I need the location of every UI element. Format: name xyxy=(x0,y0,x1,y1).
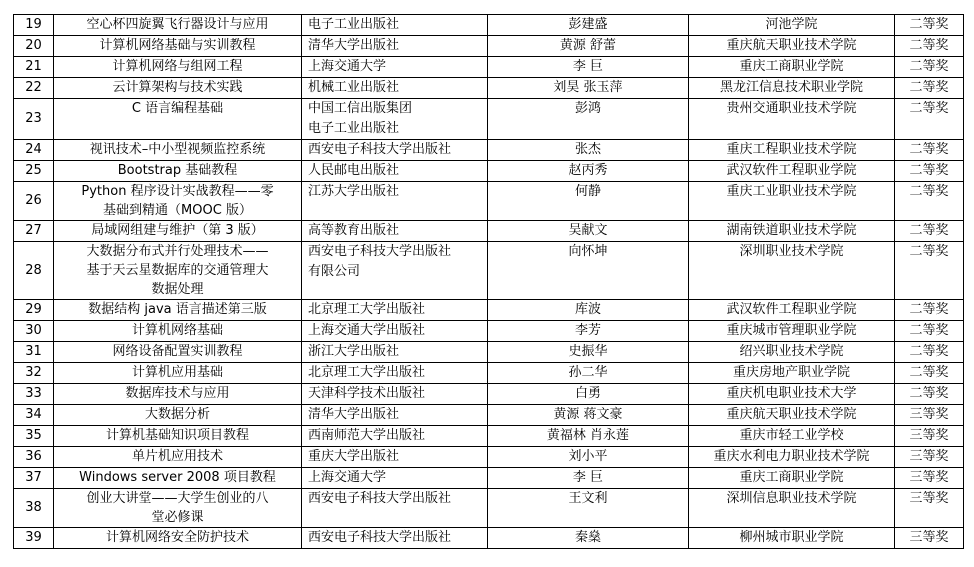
table-row xyxy=(14,405,964,426)
award-level-cell: 二等奖 xyxy=(895,15,964,36)
row-number-cell: 28 xyxy=(14,242,54,300)
authors-cell: 黄源 蒋文豪 xyxy=(488,405,689,426)
publisher-cell: 西安电子科技大学出版社 xyxy=(302,140,488,161)
publisher-cell: 机械工业出版社 xyxy=(302,78,488,99)
textbook-title-cell: 空心杯四旋翼飞行器设计与应用 xyxy=(54,15,302,36)
row-number-cell: 31 xyxy=(14,342,54,363)
authors-cell: 黄源 舒蕾 xyxy=(488,36,689,57)
school-cell: 绍兴职业技术学院 xyxy=(689,342,895,363)
award-level-cell: 二等奖 xyxy=(895,342,964,363)
publisher-cell: 上海交通大学 xyxy=(302,468,488,489)
award-level-cell: 二等奖 xyxy=(895,363,964,384)
textbook-title-cell: 单片机应用技术 xyxy=(54,447,302,468)
textbook-title-cell: 视讯技术–中小型视频监控系统 xyxy=(54,140,302,161)
textbook-title-cell: 大数据分析 xyxy=(54,405,302,426)
authors-cell: 王文利 xyxy=(488,489,689,528)
table-row xyxy=(14,242,964,300)
authors-cell: 李 巨 xyxy=(488,57,689,78)
row-number-cell: 24 xyxy=(14,140,54,161)
publisher-cell: 北京理工大学出版社 xyxy=(302,300,488,321)
school-cell: 重庆市轻工业学校 xyxy=(689,426,895,447)
school-cell: 重庆城市管理职业学院 xyxy=(689,321,895,342)
row-number-cell: 32 xyxy=(14,363,54,384)
row-number-cell: 25 xyxy=(14,161,54,182)
award-table-body xyxy=(14,15,964,549)
publisher-cell: 西南师范大学出版社 xyxy=(302,426,488,447)
textbook-title-cell: 数据结构 java 语言描述第三版 xyxy=(54,300,302,321)
table-row xyxy=(14,342,964,363)
table-row xyxy=(14,300,964,321)
publisher-cell: 西安电子科技大学出版社 xyxy=(302,489,488,528)
table-row xyxy=(14,182,964,221)
award-level-cell: 二等奖 xyxy=(895,182,964,221)
authors-cell: 向怀坤 xyxy=(488,242,689,300)
table-row xyxy=(14,426,964,447)
table-row xyxy=(14,221,964,242)
row-number-cell: 19 xyxy=(14,15,54,36)
award-level-cell: 二等奖 xyxy=(895,300,964,321)
school-cell: 重庆航天职业技术学院 xyxy=(689,405,895,426)
award-level-cell: 二等奖 xyxy=(895,161,964,182)
authors-cell: 李 巨 xyxy=(488,468,689,489)
school-cell: 湖南铁道职业技术学院 xyxy=(689,221,895,242)
authors-cell: 赵丙秀 xyxy=(488,161,689,182)
authors-cell: 白勇 xyxy=(488,384,689,405)
authors-cell: 黄福林 肖永莲 xyxy=(488,426,689,447)
publisher-cell: 高等教育出版社 xyxy=(302,221,488,242)
award-table xyxy=(13,14,964,549)
textbook-title-cell: 数据库技术与应用 xyxy=(54,384,302,405)
award-level-cell: 二等奖 xyxy=(895,242,964,300)
table-row xyxy=(14,447,964,468)
row-number-cell: 29 xyxy=(14,300,54,321)
school-cell: 重庆工商职业学院 xyxy=(689,468,895,489)
award-level-cell: 二等奖 xyxy=(895,140,964,161)
table-row xyxy=(14,363,964,384)
publisher-cell: 北京理工大学出版社 xyxy=(302,363,488,384)
award-level-cell: 三等奖 xyxy=(895,405,964,426)
row-number-cell: 37 xyxy=(14,468,54,489)
table-row xyxy=(14,528,964,549)
row-number-cell: 30 xyxy=(14,321,54,342)
school-cell: 武汉软件工程职业学院 xyxy=(689,300,895,321)
publisher-cell: 清华大学出版社 xyxy=(302,36,488,57)
table-row xyxy=(14,78,964,99)
award-level-cell: 二等奖 xyxy=(895,36,964,57)
award-level-cell: 二等奖 xyxy=(895,99,964,140)
school-cell: 黑龙江信息技术职业学院 xyxy=(689,78,895,99)
school-cell: 重庆水利电力职业技术学院 xyxy=(689,447,895,468)
table-row xyxy=(14,57,964,78)
table-row xyxy=(14,384,964,405)
textbook-title-cell: 计算机应用基础 xyxy=(54,363,302,384)
table-row xyxy=(14,161,964,182)
textbook-title-cell: 计算机网络基础与实训教程 xyxy=(54,36,302,57)
row-number-cell: 35 xyxy=(14,426,54,447)
table-row xyxy=(14,321,964,342)
textbook-title-cell: 云计算架构与技术实践 xyxy=(54,78,302,99)
authors-cell: 李芳 xyxy=(488,321,689,342)
textbook-title-cell: 计算机网络与组网工程 xyxy=(54,57,302,78)
award-level-cell: 三等奖 xyxy=(895,468,964,489)
publisher-cell: 电子工业出版社 xyxy=(302,15,488,36)
textbook-title-cell: Python 程序设计实战教程——零 基础到精通（MOOC 版） xyxy=(54,182,302,221)
school-cell: 武汉软件工程职业学院 xyxy=(689,161,895,182)
school-cell: 深圳职业技术学院 xyxy=(689,242,895,300)
authors-cell: 秦燊 xyxy=(488,528,689,549)
table-row xyxy=(14,99,964,140)
publisher-cell: 中国工信出版集团 电子工业出版社 xyxy=(302,99,488,140)
authors-cell: 张杰 xyxy=(488,140,689,161)
row-number-cell: 22 xyxy=(14,78,54,99)
publisher-cell: 天津科学技术出版社 xyxy=(302,384,488,405)
award-level-cell: 三等奖 xyxy=(895,528,964,549)
school-cell: 深圳信息职业技术学院 xyxy=(689,489,895,528)
textbook-title-cell: 计算机网络安全防护技术 xyxy=(54,528,302,549)
publisher-cell: 人民邮电出版社 xyxy=(302,161,488,182)
authors-cell: 史振华 xyxy=(488,342,689,363)
school-cell: 重庆机电职业技术大学 xyxy=(689,384,895,405)
award-level-cell: 三等奖 xyxy=(895,447,964,468)
school-cell: 贵州交通职业技术学院 xyxy=(689,99,895,140)
award-level-cell: 三等奖 xyxy=(895,426,964,447)
authors-cell: 何静 xyxy=(488,182,689,221)
row-number-cell: 26 xyxy=(14,182,54,221)
textbook-title-cell: 网络设备配置实训教程 xyxy=(54,342,302,363)
row-number-cell: 21 xyxy=(14,57,54,78)
award-level-cell: 二等奖 xyxy=(895,78,964,99)
school-cell: 河池学院 xyxy=(689,15,895,36)
award-level-cell: 二等奖 xyxy=(895,57,964,78)
award-level-cell: 三等奖 xyxy=(895,489,964,528)
table-row xyxy=(14,36,964,57)
table-row xyxy=(14,489,964,528)
authors-cell: 刘小平 xyxy=(488,447,689,468)
authors-cell: 吴献文 xyxy=(488,221,689,242)
textbook-title-cell: C 语言编程基础 xyxy=(54,99,302,140)
award-level-cell: 二等奖 xyxy=(895,384,964,405)
award-level-cell: 二等奖 xyxy=(895,321,964,342)
table-row xyxy=(14,468,964,489)
publisher-cell: 西安电子科技大学出版社 xyxy=(302,528,488,549)
authors-cell: 库波 xyxy=(488,300,689,321)
publisher-cell: 上海交通大学出版社 xyxy=(302,321,488,342)
school-cell: 重庆工业职业技术学院 xyxy=(689,182,895,221)
publisher-cell: 西安电子科技大学出版社 有限公司 xyxy=(302,242,488,300)
row-number-cell: 20 xyxy=(14,36,54,57)
school-cell: 重庆房地产职业学院 xyxy=(689,363,895,384)
award-level-cell: 二等奖 xyxy=(895,221,964,242)
textbook-title-cell: Bootstrap 基础教程 xyxy=(54,161,302,182)
authors-cell: 刘昊 张玉萍 xyxy=(488,78,689,99)
table-row xyxy=(14,15,964,36)
row-number-cell: 23 xyxy=(14,99,54,140)
authors-cell: 孙二华 xyxy=(488,363,689,384)
authors-cell: 彭鸿 xyxy=(488,99,689,140)
publisher-cell: 江苏大学出版社 xyxy=(302,182,488,221)
textbook-title-cell: 计算机基础知识项目教程 xyxy=(54,426,302,447)
school-cell: 重庆工商职业学院 xyxy=(689,57,895,78)
row-number-cell: 34 xyxy=(14,405,54,426)
school-cell: 柳州城市职业学院 xyxy=(689,528,895,549)
textbook-title-cell: Windows server 2008 项目教程 xyxy=(54,468,302,489)
school-cell: 重庆航天职业技术学院 xyxy=(689,36,895,57)
publisher-cell: 重庆大学出版社 xyxy=(302,447,488,468)
school-cell: 重庆工程职业技术学院 xyxy=(689,140,895,161)
row-number-cell: 33 xyxy=(14,384,54,405)
textbook-title-cell: 局域网组建与维护（第 3 版） xyxy=(54,221,302,242)
row-number-cell: 38 xyxy=(14,489,54,528)
publisher-cell: 上海交通大学 xyxy=(302,57,488,78)
row-number-cell: 27 xyxy=(14,221,54,242)
authors-cell: 彭建盛 xyxy=(488,15,689,36)
table-row xyxy=(14,140,964,161)
textbook-title-cell: 创业大讲堂——大学生创业的八 堂必修课 xyxy=(54,489,302,528)
row-number-cell: 36 xyxy=(14,447,54,468)
textbook-title-cell: 计算机网络基础 xyxy=(54,321,302,342)
textbook-title-cell: 大数据分布式并行处理技术—— 基于天云星数据库的交通管理大 数据处理 xyxy=(54,242,302,300)
row-number-cell: 39 xyxy=(14,528,54,549)
publisher-cell: 清华大学出版社 xyxy=(302,405,488,426)
publisher-cell: 浙江大学出版社 xyxy=(302,342,488,363)
